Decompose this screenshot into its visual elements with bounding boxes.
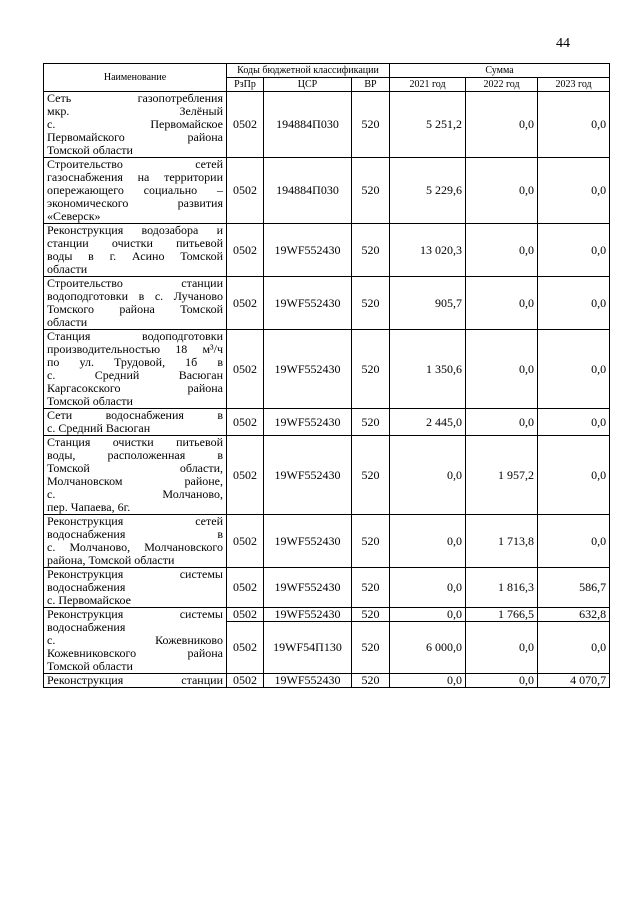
cell-2023: 586,7 <box>538 568 610 608</box>
cell-rzpr: 0502 <box>227 277 264 330</box>
cell-2022: 0,0 <box>466 92 538 158</box>
row-name-line: «Северск» <box>47 209 101 223</box>
cell-rzpr: 0502 <box>227 568 264 608</box>
cell-vr: 520 <box>352 515 390 568</box>
row-name <box>44 436 227 515</box>
cell-vr: 520 <box>352 674 390 688</box>
row-name-line: по ул. Трудовой, 1б в <box>47 355 223 369</box>
table-row <box>44 92 610 158</box>
cell-2022: 1 766,5 <box>466 608 538 622</box>
header-vr: ВР <box>352 78 390 92</box>
cell-2023: 0,0 <box>538 277 610 330</box>
header-sum: Сумма <box>390 64 610 78</box>
table-row <box>44 568 610 608</box>
cell-2023: 0,0 <box>538 409 610 436</box>
cell-csr: 19WF552430 <box>264 608 352 622</box>
row-name-line: района, Томской области <box>47 553 175 567</box>
header-codes: Коды бюджетной классификации <box>227 64 390 78</box>
cell-2021: 0,0 <box>390 608 466 622</box>
cell-2021: 5 229,6 <box>390 158 466 224</box>
cell-2022: 0,0 <box>466 158 538 224</box>
cell-2021: 0,0 <box>390 674 466 688</box>
cell-2021: 6 000,0 <box>390 622 466 674</box>
cell-vr: 520 <box>352 568 390 608</box>
row-name-line: Реконструкция водозабора и <box>47 223 223 237</box>
header-2023: 2023 год <box>538 78 610 92</box>
row-name-line: Станция водоподготовки <box>47 329 223 343</box>
row-name-line: Томской области <box>47 659 133 673</box>
cell-rzpr: 0502 <box>227 674 264 688</box>
cell-2023: 0,0 <box>538 224 610 277</box>
row-name-line: с. Первомайское <box>47 117 223 131</box>
cell-vr: 520 <box>352 224 390 277</box>
cell-csr: 194884П030 <box>264 92 352 158</box>
cell-2023: 0,0 <box>538 158 610 224</box>
cell-2023: 0,0 <box>538 436 610 515</box>
cell-csr: 19WF54П130 <box>264 622 352 674</box>
page-number: 44 <box>556 36 570 51</box>
table-row <box>44 515 610 568</box>
cell-2021: 0,0 <box>390 568 466 608</box>
header-rzpr: РзПр <box>227 78 264 92</box>
table-row <box>44 608 610 622</box>
cell-csr: 19WF552430 <box>264 515 352 568</box>
cell-2022: 0,0 <box>466 277 538 330</box>
row-name-line: Томской области <box>47 394 133 408</box>
table-row <box>44 158 610 224</box>
cell-vr: 520 <box>352 608 390 622</box>
cell-csr: 19WF552430 <box>264 436 352 515</box>
cell-rzpr: 0502 <box>227 622 264 674</box>
cell-2022: 0,0 <box>466 622 538 674</box>
row-name-line: Станция очистки питьевой <box>47 435 223 449</box>
row-name-line: воды в г. Асино Томской <box>47 249 223 263</box>
row-name-line: Строительство станции <box>47 276 223 290</box>
row-name-line: Реконструкция станции <box>47 673 223 687</box>
row-name-line: области <box>47 315 88 329</box>
row-name-line: Реконструкция системы <box>47 567 223 581</box>
table-row <box>44 224 610 277</box>
row-name-line: Реконструкция системы <box>47 607 223 621</box>
cell-2022: 1 713,8 <box>466 515 538 568</box>
cell-2022: 0,0 <box>466 409 538 436</box>
row-name-line: экономического развития <box>47 196 223 210</box>
row-name-line: воды, расположенная в <box>47 448 223 462</box>
row-name-line: опережающего социально – <box>47 183 223 197</box>
row-name-line: области <box>47 262 88 276</box>
cell-2022: 1 957,2 <box>466 436 538 515</box>
cell-2023: 0,0 <box>538 92 610 158</box>
cell-vr: 520 <box>352 330 390 409</box>
cell-rzpr: 0502 <box>227 92 264 158</box>
cell-rzpr: 0502 <box>227 330 264 409</box>
row-name-line: водоснабжения <box>47 580 126 594</box>
cell-vr: 520 <box>352 409 390 436</box>
header-2021: 2021 год <box>390 78 466 92</box>
cell-2023: 0,0 <box>538 330 610 409</box>
cell-csr: 19WF552430 <box>264 568 352 608</box>
row-name-line: с. Молчаново, Молчановского <box>47 540 223 554</box>
row-name-line: пер. Чапаева, 6г. <box>47 500 131 514</box>
cell-csr: 19WF552430 <box>264 674 352 688</box>
cell-rzpr: 0502 <box>227 409 264 436</box>
row-name-line: с. Кожевниково <box>47 633 223 647</box>
row-name-line: с. Средний Васюган <box>47 421 151 435</box>
row-name-line: с. Средний Васюган <box>47 368 223 382</box>
row-name <box>44 158 227 224</box>
cell-2021: 1 350,6 <box>390 330 466 409</box>
table-row <box>44 330 610 409</box>
cell-rzpr: 0502 <box>227 515 264 568</box>
row-name-line: Кожевниковского района <box>47 646 223 660</box>
row-name <box>44 515 227 568</box>
row-name-line: Молчановском районе, <box>47 474 223 488</box>
cell-vr: 520 <box>352 622 390 674</box>
cell-2022: 1 816,3 <box>466 568 538 608</box>
cell-vr: 520 <box>352 436 390 515</box>
row-name-line: водоснабжения в <box>47 527 223 541</box>
cell-csr: 194884П030 <box>264 158 352 224</box>
row-name-line: Томского района Томской <box>47 302 223 316</box>
row-name-line: Сети водоснабжения в <box>47 408 223 422</box>
row-name-line: с. Молчаново, <box>47 487 223 501</box>
cell-2023: 0,0 <box>538 515 610 568</box>
row-name-line: производительностью 18 м³/ч <box>47 342 223 356</box>
table-row <box>44 674 610 688</box>
row-name-line: Реконструкция сетей <box>47 514 223 528</box>
cell-2023: 4 070,7 <box>538 674 610 688</box>
cell-vr: 520 <box>352 92 390 158</box>
budget-table <box>43 63 610 688</box>
row-name <box>44 330 227 409</box>
cell-2021: 0,0 <box>390 436 466 515</box>
row-name <box>44 608 227 674</box>
row-name <box>44 224 227 277</box>
row-name-line: с. Первомайское <box>47 593 131 607</box>
cell-2021: 13 020,3 <box>390 224 466 277</box>
cell-2021: 5 251,2 <box>390 92 466 158</box>
cell-csr: 19WF552430 <box>264 224 352 277</box>
row-name <box>44 92 227 158</box>
cell-rzpr: 0502 <box>227 436 264 515</box>
cell-2023: 0,0 <box>538 622 610 674</box>
cell-2022: 0,0 <box>466 224 538 277</box>
row-name-line: станции очистки питьевой <box>47 236 223 250</box>
row-name-line: газоснабжения на территории <box>47 170 223 184</box>
row-name-line: водоснабжения <box>47 620 126 634</box>
cell-vr: 520 <box>352 277 390 330</box>
table-row <box>44 436 610 515</box>
row-name-line: Строительство сетей <box>47 157 223 171</box>
cell-vr: 520 <box>352 158 390 224</box>
cell-csr: 19WF552430 <box>264 409 352 436</box>
row-name <box>44 674 227 688</box>
cell-2022: 0,0 <box>466 674 538 688</box>
header-csr: ЦСР <box>264 78 352 92</box>
row-name <box>44 568 227 608</box>
row-name-line: Томской области, <box>47 461 223 475</box>
cell-2021: 905,7 <box>390 277 466 330</box>
row-name <box>44 277 227 330</box>
row-name <box>44 409 227 436</box>
cell-rzpr: 0502 <box>227 608 264 622</box>
cell-csr: 19WF552430 <box>264 277 352 330</box>
cell-2021: 0,0 <box>390 515 466 568</box>
row-name-line: Сеть газопотребления <box>47 91 223 105</box>
row-name-line: водоподготовки в с. Лучаново <box>47 289 223 303</box>
header-name: Наименование <box>44 64 227 92</box>
table-row <box>44 409 610 436</box>
row-name-line: мкр. Зелёный <box>47 104 223 118</box>
cell-csr: 19WF552430 <box>264 330 352 409</box>
row-name-line: Каргасокского района <box>47 381 223 395</box>
cell-2023: 632,8 <box>538 608 610 622</box>
cell-rzpr: 0502 <box>227 224 264 277</box>
header-2022: 2022 год <box>466 78 538 92</box>
cell-2021: 2 445,0 <box>390 409 466 436</box>
row-name-line: Томской области <box>47 143 133 157</box>
table-row <box>44 277 610 330</box>
cell-2022: 0,0 <box>466 330 538 409</box>
cell-rzpr: 0502 <box>227 158 264 224</box>
row-name-line: Первомайского района <box>47 130 223 144</box>
